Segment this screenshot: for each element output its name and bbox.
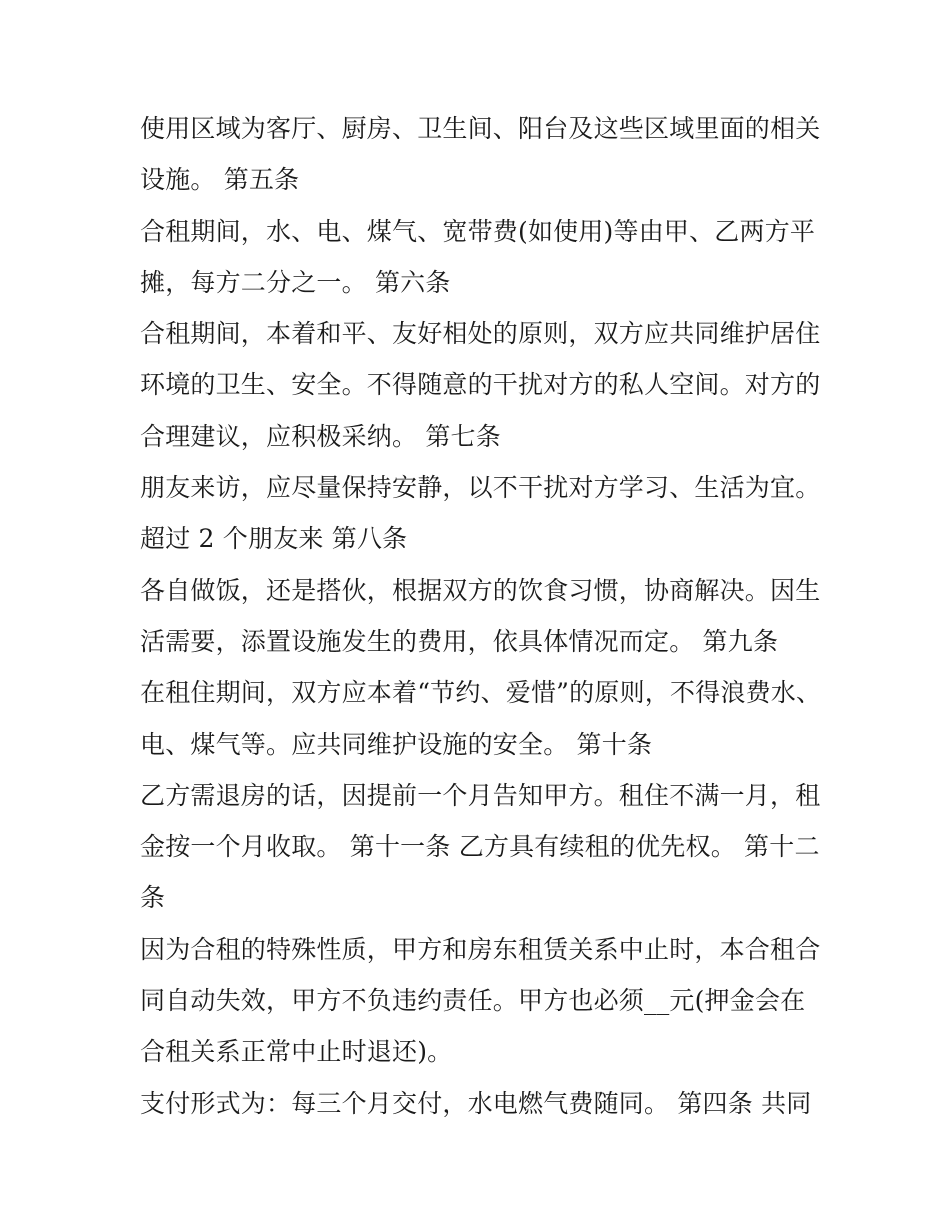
text-line: 合租期间，本着和平、友好相处的原则，双方应共同维护居住 — [140, 319, 821, 349]
text-line: 合租期间，水、电、煤气、宽带费(如使用)等由甲、乙两方平 — [140, 216, 816, 246]
document-body — [140, 103, 820, 1129]
text-line: 条 — [140, 883, 166, 913]
text-line: 环境的卫生、安全。不得随意的干扰对方的私人空间。对方的 — [140, 370, 821, 400]
text-line: 朋友来访，应尽量保持安静，以不干扰对方学习、生活为宜。 — [140, 473, 821, 503]
text-line: 因为合租的特殊性质，甲方和房东租赁关系中止时，本合租合 — [140, 934, 821, 964]
text-line: 设施。 第五条 — [140, 165, 300, 195]
text-line: 各自做饭，还是搭伙，根据双方的饮食习惯，协商解决。因生 — [140, 575, 821, 605]
text-line: 电、煤气等。应共同维护设施的安全。 第十条 — [140, 729, 653, 759]
text-line: 乙方需退房的话，因提前一个月告知甲方。租住不满一月，租 — [140, 780, 821, 810]
text-line: 超过 2 个朋友来 第八条 — [140, 524, 408, 554]
text-line: 合租关系正常中止时退还)。 — [140, 1037, 453, 1067]
text-line: 使用区域为客厅、厨房、卫生间、阳台及这些区域里面的相关 — [140, 114, 821, 143]
text-line: 合理建议，应积极采纳。 第七条 — [140, 421, 501, 451]
text-line: 支付形式为：每三个月交付，水电燃气费随同。 第四条 共同 — [140, 1088, 812, 1118]
text-line: 在租住期间，双方应本着“节约、爱惜”的原则，不得浪费水、 — [140, 678, 822, 708]
text-line: 活需要，添置设施发生的费用，依具体情况而定。 第九条 — [140, 626, 779, 656]
text-line: 同自动失效，甲方不负违约责任。甲方也必须__元(押金会在 — [140, 986, 806, 1016]
text-line: 金按一个月收取。 第十一条 乙方具有续租的优先权。 第十二 — [140, 832, 820, 862]
text-line: 摊，每方二分之一。 第六条 — [140, 267, 451, 297]
